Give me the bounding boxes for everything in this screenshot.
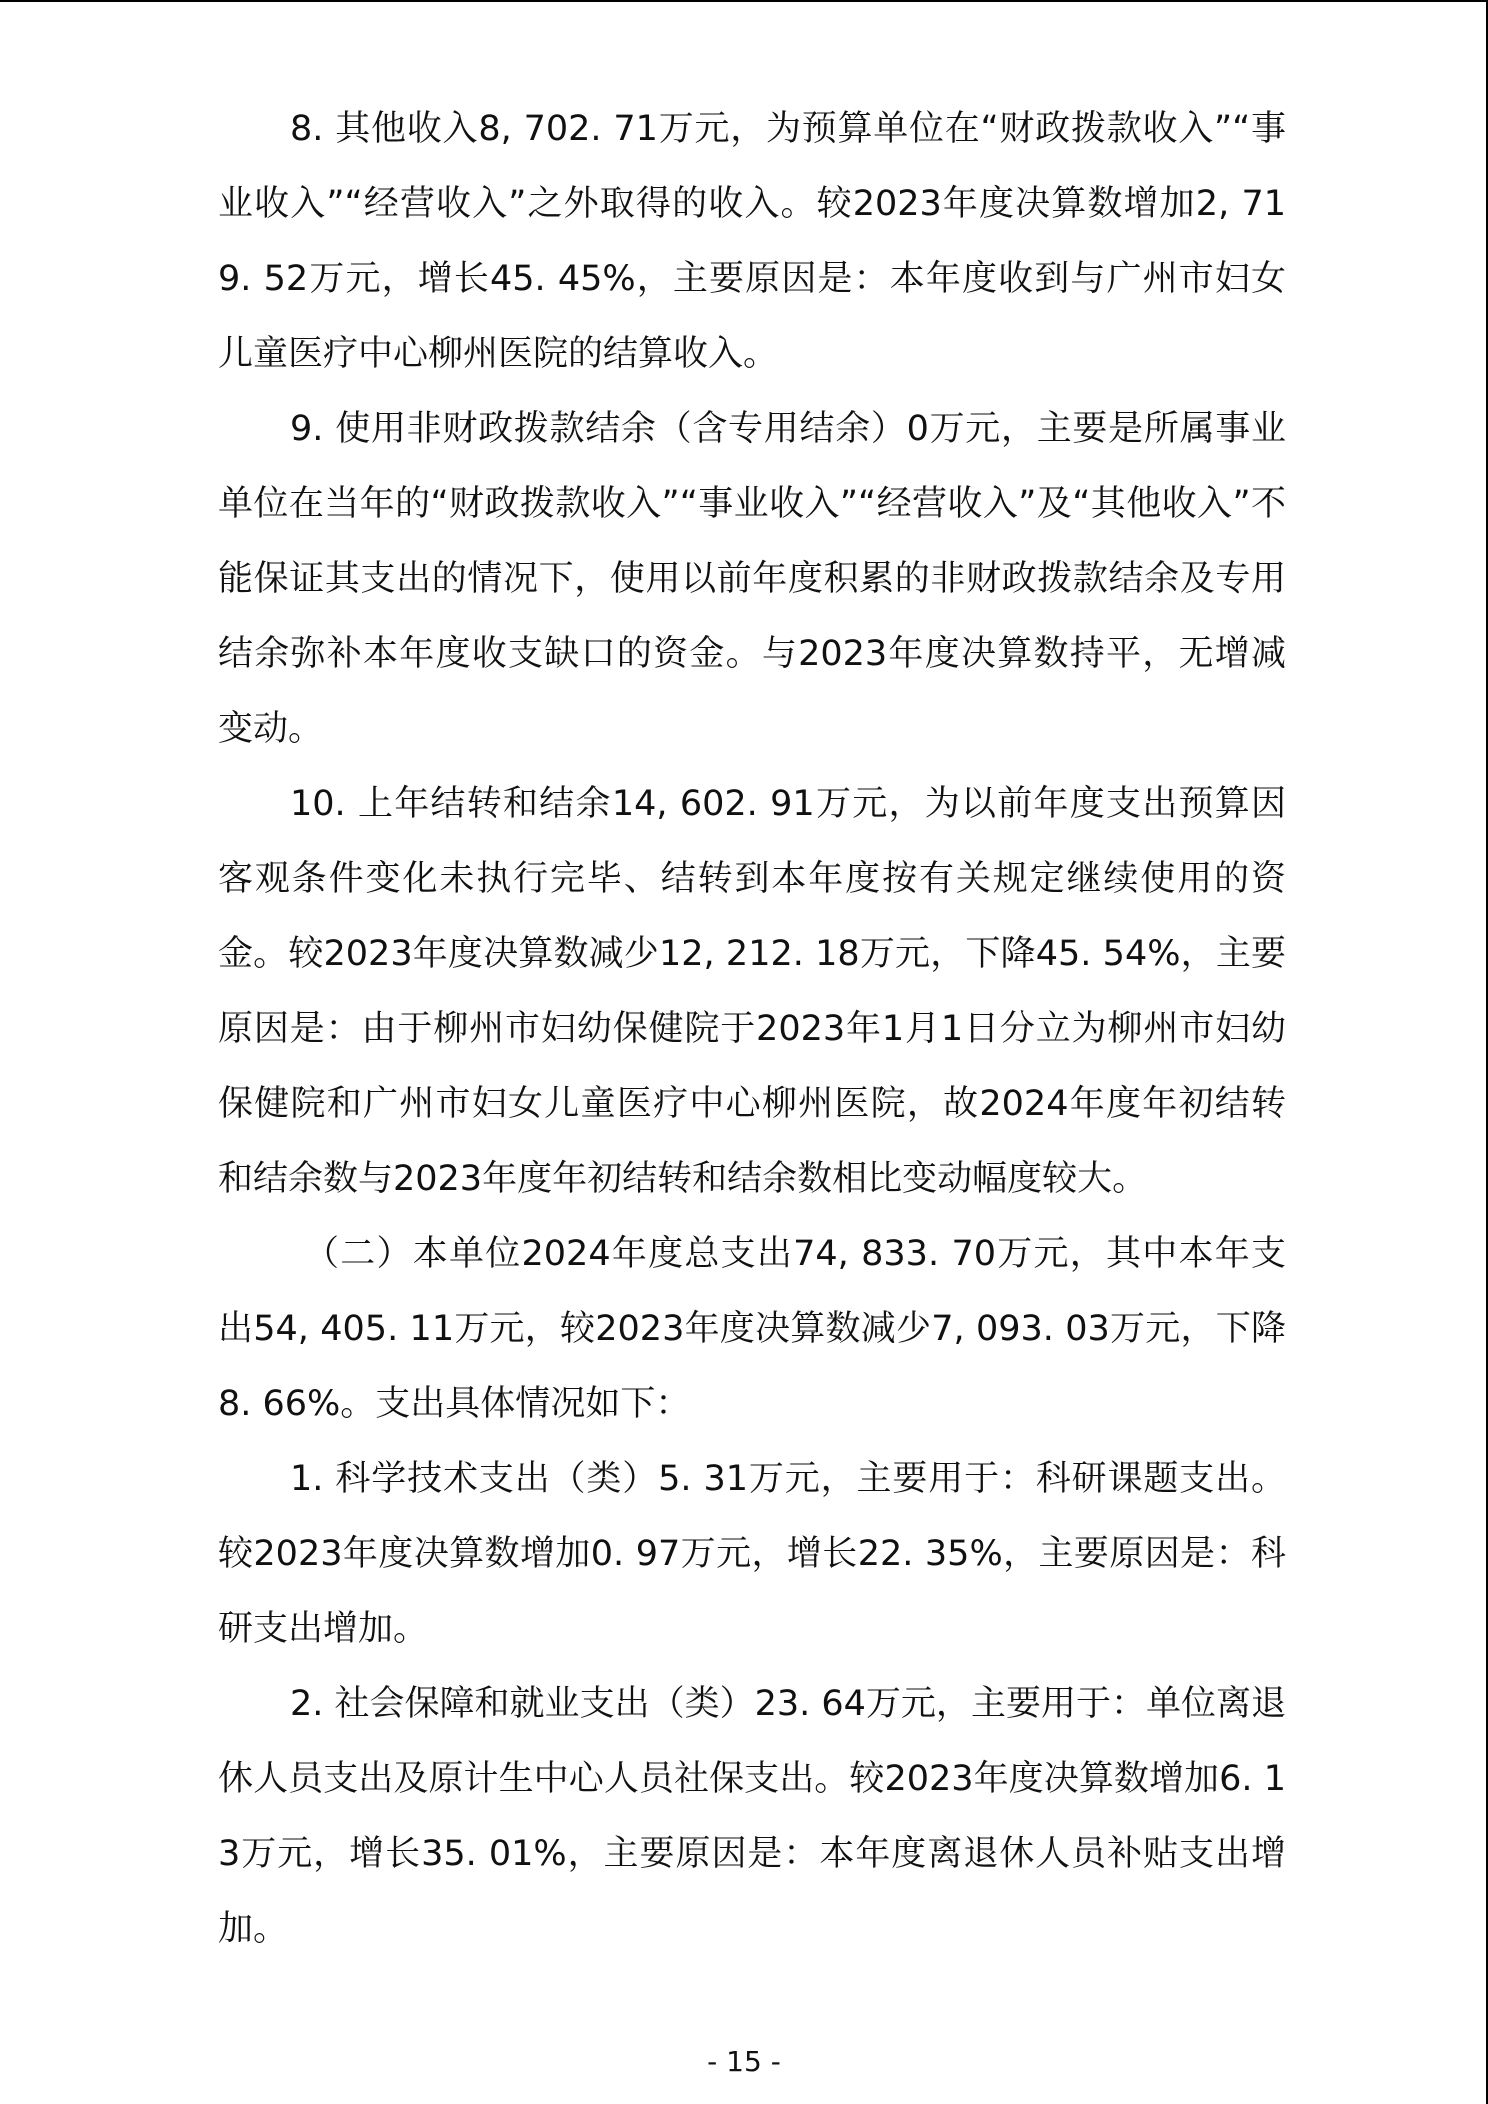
document-body — [218, 92, 1286, 1967]
paragraph-non-fiscal-balance: 9. 使用非财政拨款结余（含专用结余）0万元，主要是所属事业单位在当年的“财政拨款收入”“事业收入”“经营收入”及“其他收入”不能保证其支出的情况下，使用以前年度积累的非财政拨款结余及专用结余弥补本年度收支缺口的资金。与2023年度决算数持平，无增减变动。 — [218, 409, 1286, 749]
paragraph-social-security-expenditure: 2. 社会保障和就业支出（类）23. 64万元，主要用于：单位离退休人员支出及原计生中心人员社保支出。较2023年度决算数增加6. 13万元，增长35. 01%，主要原因是：本年度离退休人员补贴支出增加。 — [218, 1684, 1286, 1949]
paragraph-total-expenditure: （二）本单位2024年度总支出74, 833. 70万元，其中本年支出54, 405. 11万元，较2023年度决算数减少7, 093. 03万元，下降8. 66%。支出具体情况如下： — [218, 1234, 1286, 1424]
page-top-border — [0, 0, 1488, 2]
paragraph-other-income: 8. 其他收入8, 702. 71万元，为预算单位在“财政拨款收入”“事业收入”“经营收入”之外取得的收入。较2023年度决算数增加2, 719. 52万元，增长45. 45%，主要原因是：本年度收到与广州市妇女儿童医疗中心柳州医院的结算收入。 — [218, 109, 1286, 374]
page-number: - 15 - — [707, 2045, 781, 2078]
paragraph-prior-year-carryover: 10. 上年结转和结余14, 602. 91万元，为以前年度支出预算因客观条件变化未执行完毕、结转到本年度按有关规定继续使用的资金。较2023年度决算数减少12, 212. 18万元，下降45. 54%，主要原因是：由于柳州市妇幼保健院于2023年1月1日分立为柳州市妇幼保健院和广州市妇女儿童医疗中心柳州医院，故2024年度年初结转和结余数与2023年度年初结转和结余数相比变动幅度较大。 — [218, 784, 1286, 1199]
paragraph-science-technology-expenditure: 1. 科学技术支出（类）5. 31万元，主要用于：科研课题支出。较2023年度决算数增加0. 97万元，增长22. 35%，主要原因是：科研支出增加。 — [218, 1459, 1286, 1649]
